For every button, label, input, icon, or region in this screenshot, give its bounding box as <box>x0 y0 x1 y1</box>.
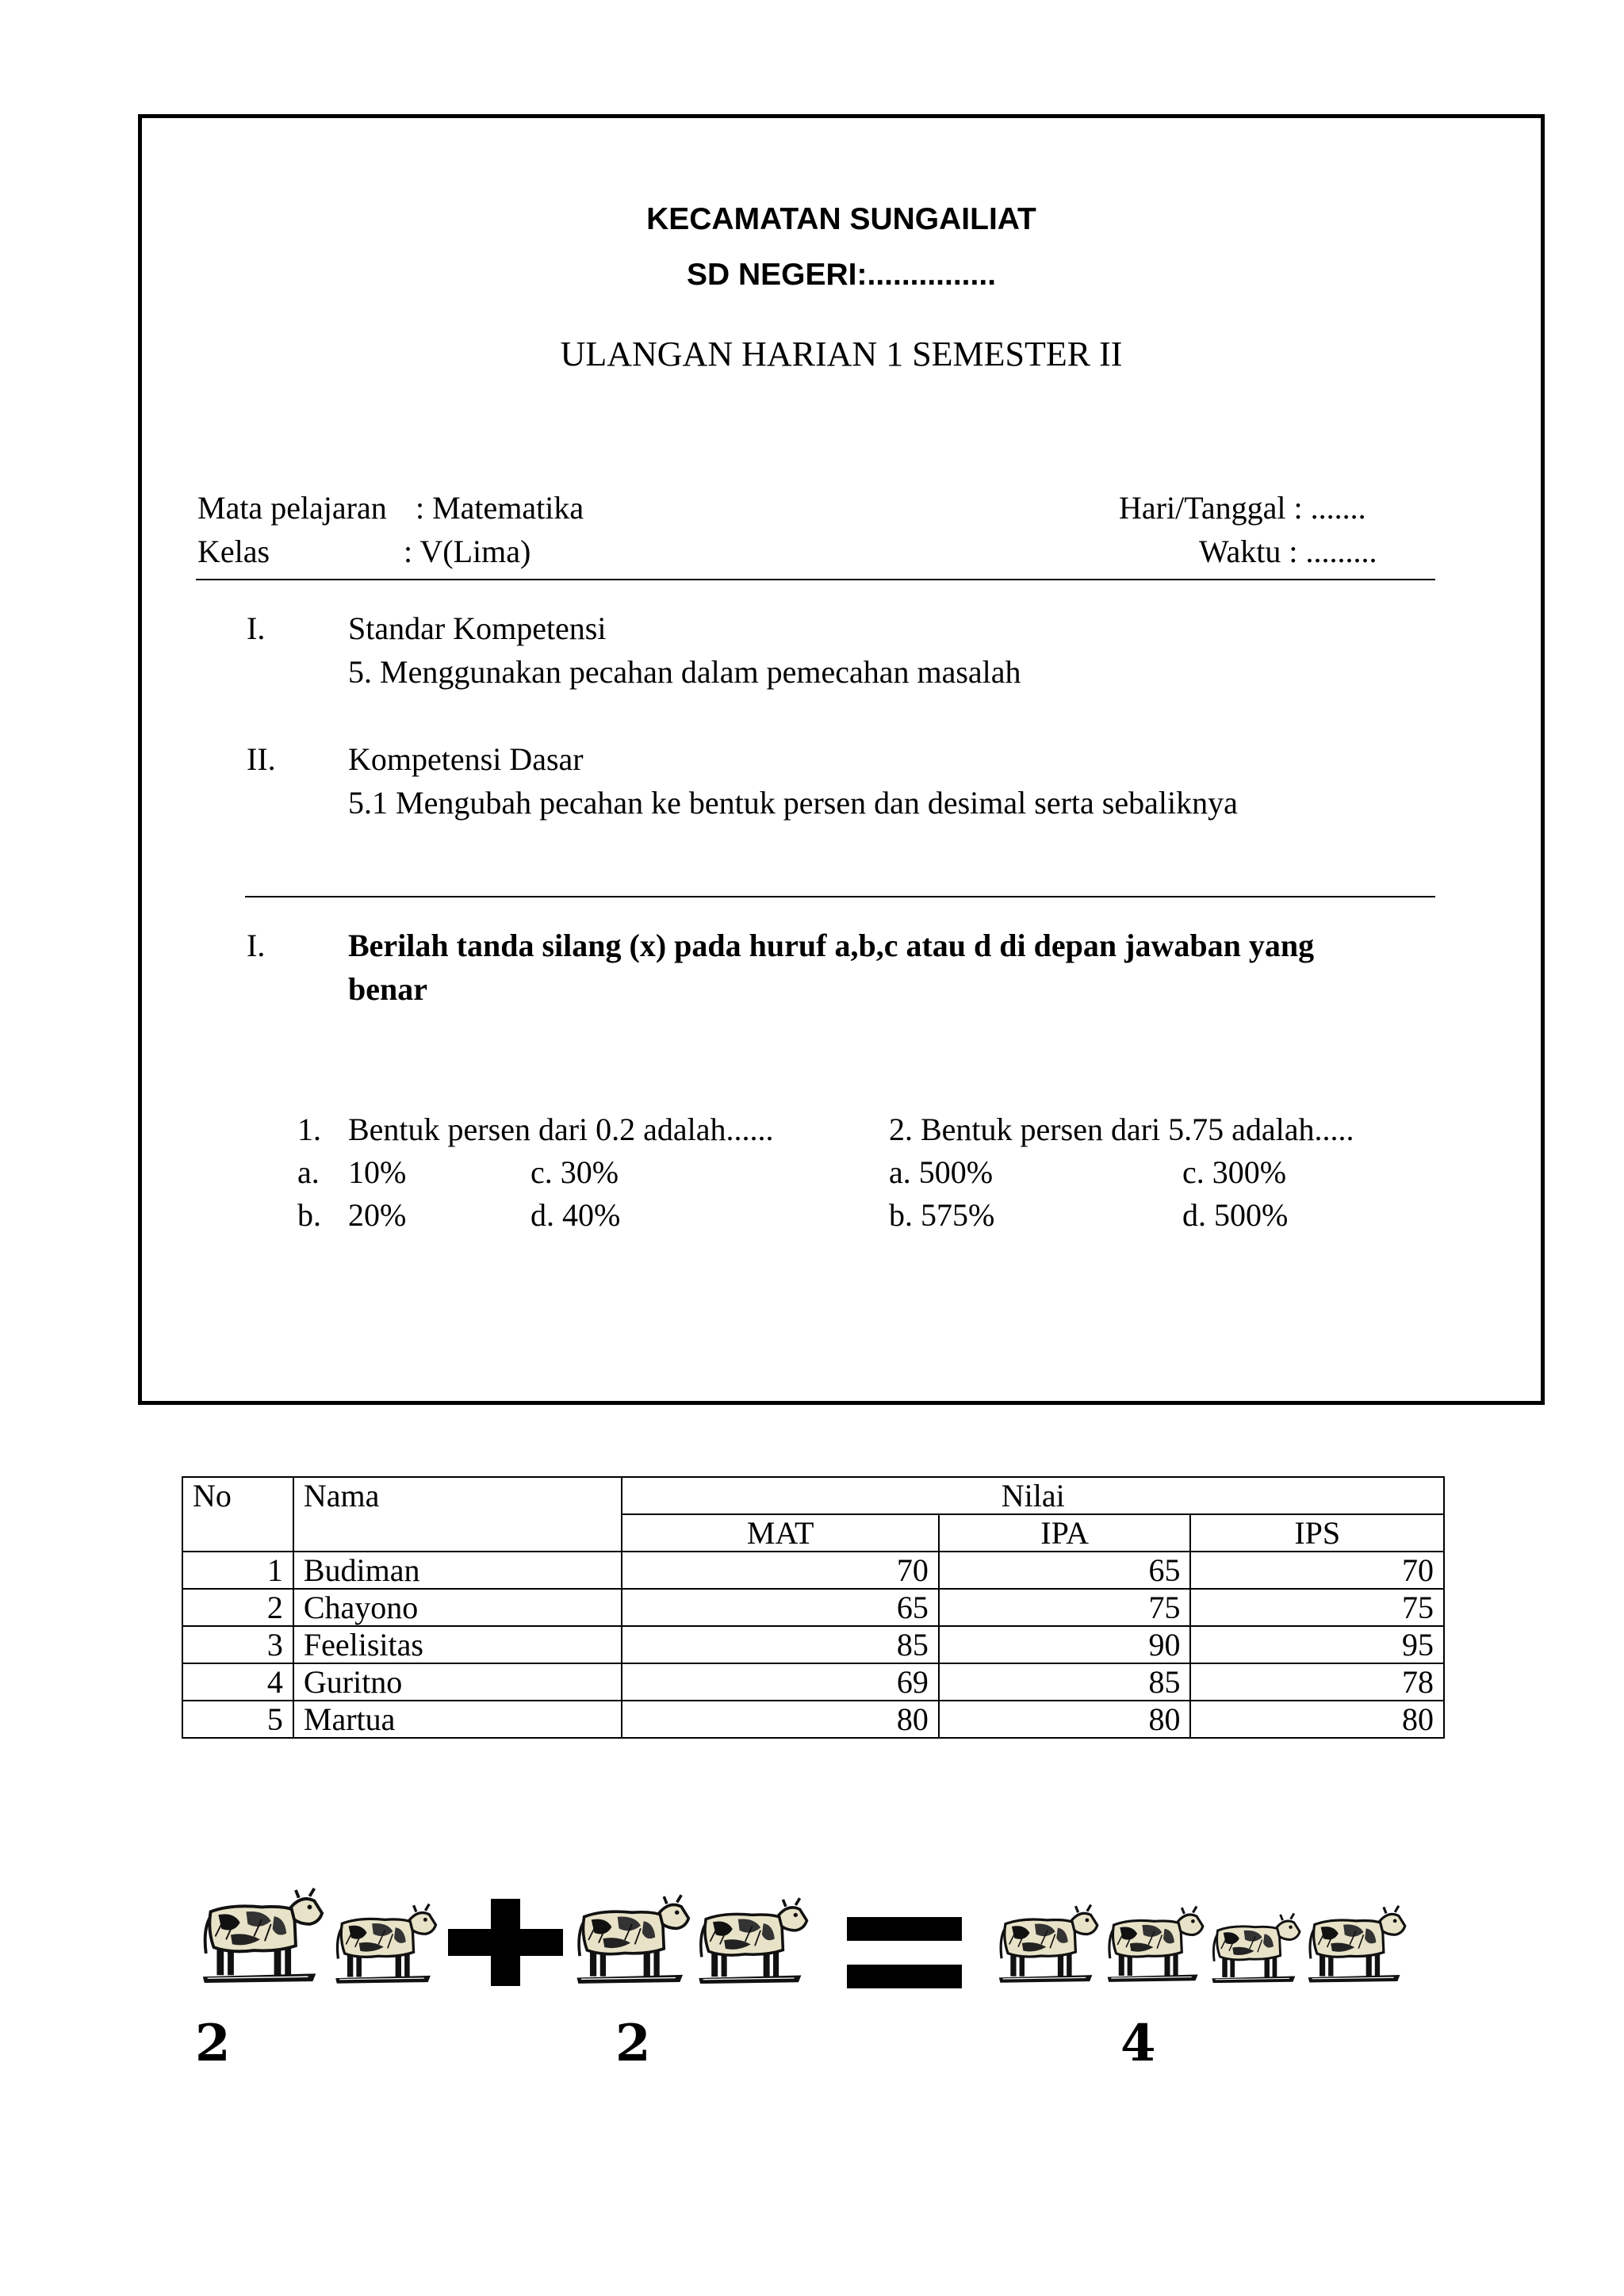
district-title: KECAMATAN SUNGAILIAT <box>646 202 1036 236</box>
row-ipa: 65 <box>939 1552 1191 1589</box>
equation-middle-count: 2 <box>615 2014 651 2073</box>
question-2-option-c: c. 300% <box>1182 1154 1287 1190</box>
column-header-ipa: IPA <box>939 1514 1191 1552</box>
column-header-no: No <box>182 1477 293 1552</box>
school-title: SD NEGERI:............... <box>686 258 997 292</box>
question-2-option-b: b. 575% <box>889 1197 995 1233</box>
cow-icon <box>573 1893 691 1987</box>
row-no: 1 <box>182 1552 293 1589</box>
question-1-option-c: c. 30% <box>530 1154 619 1190</box>
column-header-scores: Nilai <box>622 1477 1444 1514</box>
row-mat: 65 <box>622 1589 938 1626</box>
column-header-ips: IPS <box>1190 1514 1444 1552</box>
table-header-row <box>182 1477 1444 1514</box>
equation-result-count: 4 <box>1120 2014 1156 2073</box>
row-mat: 69 <box>622 1663 938 1701</box>
row-ipa: 90 <box>939 1626 1191 1663</box>
equation-left-count: 2 <box>195 2014 231 2073</box>
row-name: Feelisitas <box>293 1626 622 1663</box>
table-row <box>182 1626 1444 1663</box>
cow-icon <box>331 1903 439 1986</box>
row-mat: 85 <box>622 1626 938 1663</box>
column-header-mat: MAT <box>622 1514 938 1552</box>
row-no: 3 <box>182 1626 293 1663</box>
row-ipa: 80 <box>939 1701 1191 1738</box>
basic-competency-number: II. <box>247 741 276 777</box>
instruction-line-2: benar <box>348 971 427 1007</box>
cow-icon <box>995 1903 1100 1986</box>
cow-icon <box>1208 1912 1302 1985</box>
equals-icon <box>847 1917 962 1990</box>
question-1-option-a-letter: a. <box>297 1154 320 1190</box>
cow-icon <box>1304 1904 1408 1985</box>
row-no: 5 <box>182 1701 293 1738</box>
question-1-option-b-letter: b. <box>297 1197 321 1233</box>
cow-icon <box>695 1896 810 1987</box>
row-ips: 70 <box>1190 1552 1444 1589</box>
exam-title: ULANGAN HARIAN 1 SEMESTER II <box>560 335 1123 373</box>
class-label: Kelas <box>197 534 270 569</box>
instruction-number: I. <box>247 928 266 963</box>
section-divider <box>245 896 1435 897</box>
table-row <box>182 1701 1444 1738</box>
cow-icon <box>198 1887 325 1986</box>
table-row <box>182 1552 1444 1589</box>
date-field: Hari/Tanggal : ....... <box>1119 490 1366 526</box>
row-mat: 70 <box>622 1552 938 1589</box>
column-header-name: Nama <box>293 1477 622 1552</box>
question-2-option-d: d. 500% <box>1182 1197 1289 1233</box>
row-name: Martua <box>293 1701 622 1738</box>
subject-label: Mata pelajaran <box>197 490 387 526</box>
row-ips: 75 <box>1190 1589 1444 1626</box>
cow-icon <box>1104 1904 1205 1985</box>
row-no: 4 <box>182 1663 293 1701</box>
row-ips: 78 <box>1190 1663 1444 1701</box>
row-name: Chayono <box>293 1589 622 1626</box>
table-row <box>182 1663 1444 1701</box>
row-mat: 80 <box>622 1701 938 1738</box>
basic-competency-title: Kompetensi Dasar <box>348 741 584 777</box>
exam-header-frame <box>138 114 1545 1405</box>
question-1-option-d: d. 40% <box>530 1197 621 1233</box>
time-field: Waktu : ......... <box>1199 534 1377 569</box>
row-name: Guritno <box>293 1663 622 1701</box>
question-2-option-a: a. 500% <box>889 1154 994 1190</box>
question-1-option-b: 20% <box>348 1197 407 1233</box>
table-row <box>182 1589 1444 1626</box>
row-ips: 80 <box>1190 1701 1444 1738</box>
standard-competency-number: I. <box>247 610 266 646</box>
question-1-number: 1. <box>297 1112 321 1147</box>
instruction-line-1: Berilah tanda silang (x) pada huruf a,b,c atau d di depan jawaban yang <box>348 928 1315 963</box>
grades-table <box>182 1476 1445 1739</box>
row-ipa: 85 <box>939 1663 1191 1701</box>
row-name: Budiman <box>293 1552 622 1589</box>
header-divider <box>196 579 1435 580</box>
standard-competency-title: Standar Kompetensi <box>348 610 607 646</box>
standard-competency-text: 5. Menggunakan pecahan dalam pemecahan masalah <box>348 654 1021 690</box>
row-ips: 95 <box>1190 1626 1444 1663</box>
row-no: 2 <box>182 1589 293 1626</box>
subject-value: : Matematika <box>416 490 584 526</box>
class-value: : V(Lima) <box>404 534 531 569</box>
question-1-option-a: 10% <box>348 1154 407 1190</box>
plus-icon <box>448 1899 563 1986</box>
basic-competency-text: 5.1 Mengubah pecahan ke bentuk persen dan desimal serta sebaliknya <box>348 785 1238 821</box>
question-1-text: Bentuk persen dari 0.2 adalah...... <box>348 1112 774 1147</box>
question-2-text: 2. Bentuk persen dari 5.75 adalah..... <box>889 1112 1354 1147</box>
row-ipa: 75 <box>939 1589 1191 1626</box>
